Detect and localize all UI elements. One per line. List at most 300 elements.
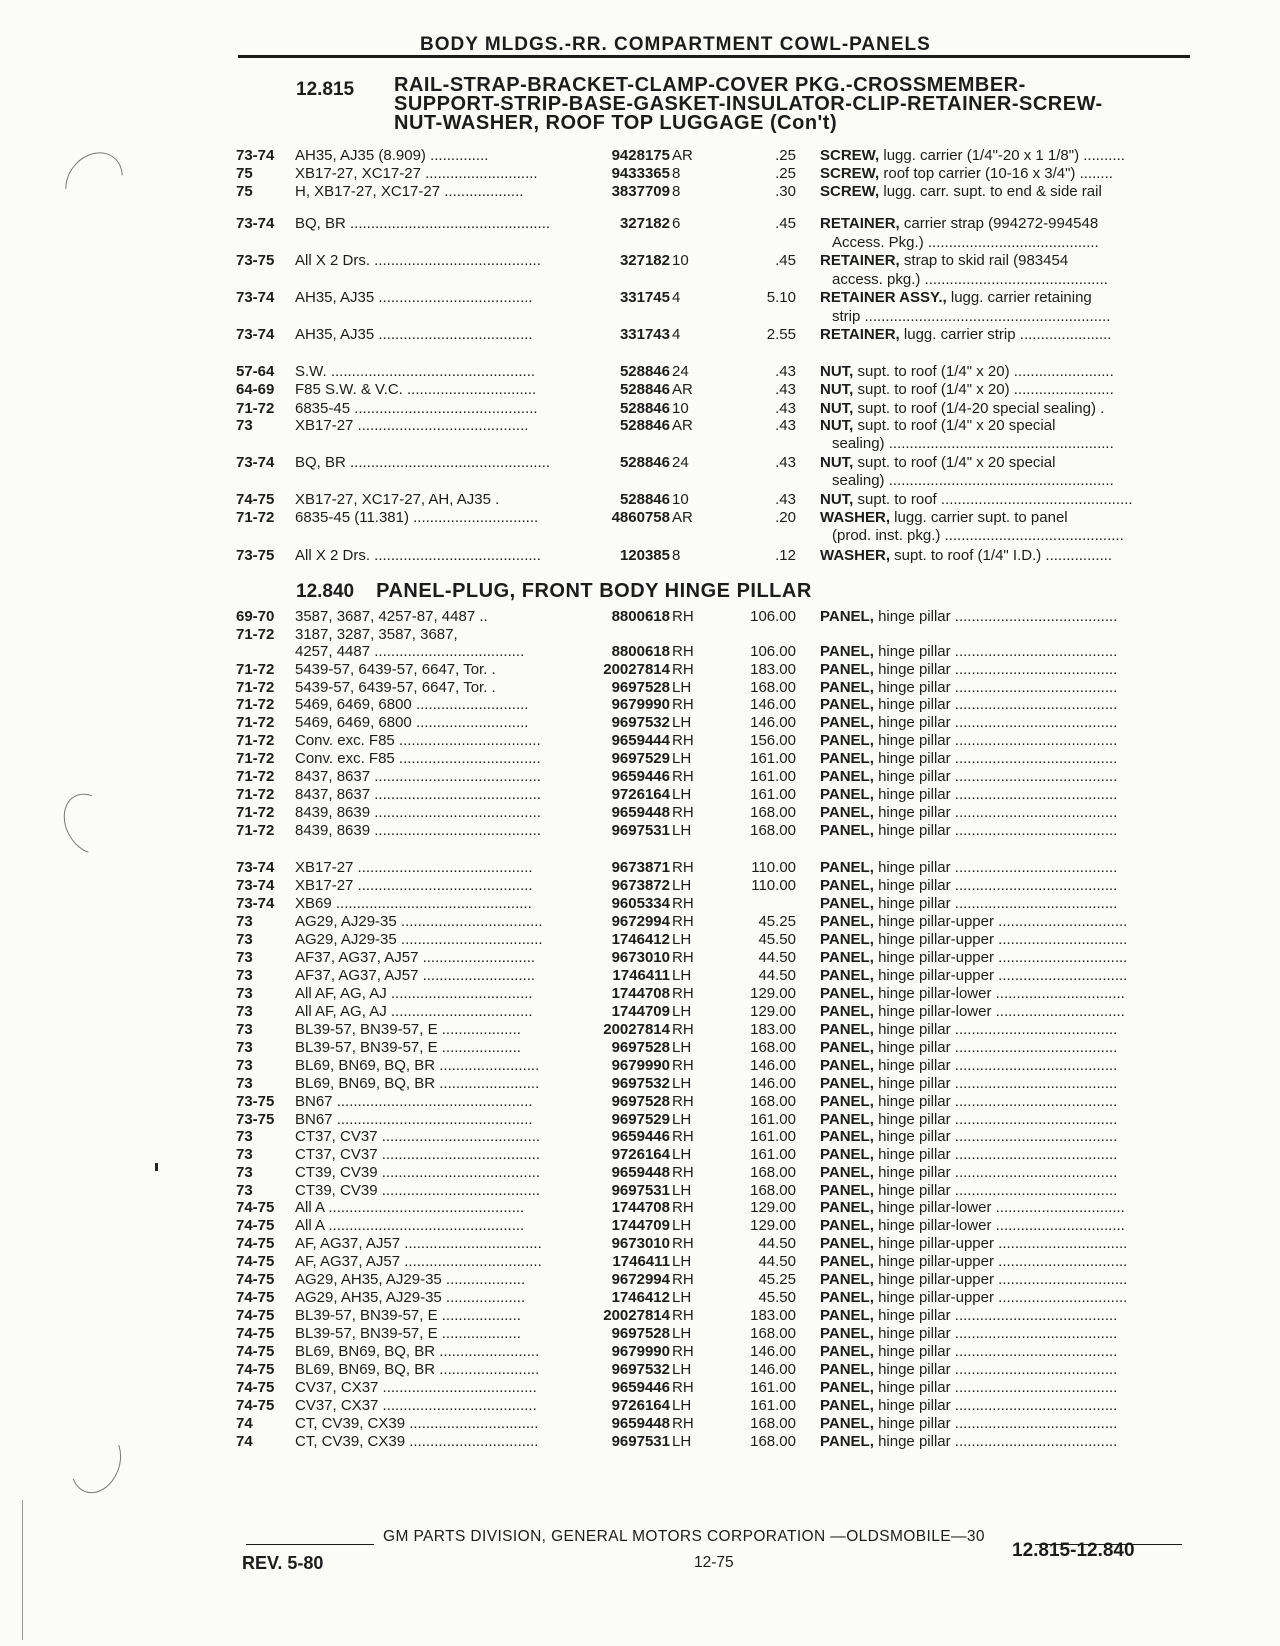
model-cell: AH35, AJ35 ..................................... <box>295 289 533 306</box>
part-name: PANEL, <box>820 1289 874 1306</box>
price-cell: 161.00 <box>750 1379 796 1396</box>
quantity-cell: RH <box>672 804 694 821</box>
part-description: lugg. carrier supt. to panel <box>890 509 1068 526</box>
quantity-cell: LH <box>672 1433 692 1450</box>
price-cell: .43 <box>775 381 796 398</box>
part-number-cell: 9697532 <box>611 1075 670 1092</box>
quantity-cell: AR <box>672 509 693 526</box>
model-cell: BL69, BN69, BQ, BR ........................ <box>295 1343 540 1360</box>
price-cell: 146.00 <box>750 1057 796 1074</box>
model-cell: AF37, AG37, AJ57 ........................... <box>295 967 536 984</box>
part-number-cell: 9605334 <box>611 895 670 912</box>
price-cell: .43 <box>775 454 796 471</box>
year-cell: 73 <box>236 1039 253 1056</box>
price-cell: .43 <box>775 417 796 434</box>
part-description: hinge pillar-upper ............................... <box>873 1289 1128 1306</box>
part-name: RETAINER, <box>820 252 900 269</box>
model-cell: AH35, AJ35 (8.909) .............. <box>295 147 489 164</box>
description-cell <box>820 1378 1182 1397</box>
part-number-cell: 9673872 <box>611 877 670 894</box>
model-cell: All AF, AG, AJ .................................. <box>295 985 533 1002</box>
price-cell: .12 <box>775 547 796 564</box>
price-cell: 161.00 <box>750 1146 796 1163</box>
part-name: PANEL, <box>820 1217 874 1234</box>
price-cell: 183.00 <box>750 1307 796 1324</box>
part-number-cell: 528846 <box>619 381 670 398</box>
year-cell: 73-75 <box>236 1093 275 1110</box>
price-cell: 168.00 <box>750 1039 796 1056</box>
part-number-cell: 1746411 <box>612 1253 670 1270</box>
description-cell <box>820 984 1182 1003</box>
year-cell: 73 <box>236 913 253 930</box>
punch-hole-mark <box>54 141 135 223</box>
part-description: supt. to roof (1/4" x 20) ........................ <box>853 381 1114 398</box>
model-cell: 8439, 8639 ........................................ <box>295 822 541 839</box>
part-number-cell: 9726164 <box>611 1146 670 1163</box>
description-cell <box>820 1020 1182 1039</box>
quantity-cell: 10 <box>672 400 689 417</box>
quantity-cell: RH <box>672 1128 694 1145</box>
quantity-cell: RH <box>672 859 694 876</box>
year-cell: 71-72 <box>236 661 275 678</box>
quantity-cell: 4 <box>672 289 681 306</box>
quantity-cell: RH <box>672 985 694 1002</box>
model-cell: F85 S.W. & V.C. ............................... <box>295 381 537 398</box>
price-cell: 168.00 <box>750 1182 796 1199</box>
model-cell: XB17-27, XC17-27 ........................... <box>295 165 538 182</box>
year-cell: 73-74 <box>236 215 275 232</box>
part-number-cell: 9673010 <box>611 1235 670 1252</box>
model-cell: BL39-57, BN39-57, E ................... <box>295 1021 521 1038</box>
part-name: PANEL, <box>820 1093 874 1110</box>
description-continuation: sealing) ...................................................... <box>832 472 1114 489</box>
price-cell: 5.10 <box>766 289 796 306</box>
part-name: PANEL, <box>820 1146 874 1163</box>
year-cell: 71-72 <box>236 696 275 713</box>
year-cell: 73-75 <box>236 1111 275 1128</box>
part-name: PANEL, <box>820 643 874 660</box>
model-cell: CV37, CX37 ..................................... <box>295 1397 537 1414</box>
part-name: PANEL, <box>820 1325 874 1342</box>
price-cell: 44.50 <box>758 1235 796 1252</box>
part-name: PANEL, <box>820 967 874 984</box>
part-description: hinge pillar ....................................... <box>873 1325 1118 1342</box>
part-description: hinge pillar-lower ............................... <box>873 985 1125 1002</box>
model-cell: 5469, 6469, 6800 ........................... <box>295 696 529 713</box>
description-continuation: Access. Pkg.) ......................................... <box>832 234 1099 251</box>
description-cell <box>820 660 1182 679</box>
part-name: PANEL, <box>820 895 874 912</box>
year-cell: 73 <box>236 967 253 984</box>
part-name: PANEL, <box>820 732 874 749</box>
year-cell: 73 <box>236 1182 253 1199</box>
model-cell: 8437, 8637 ........................................ <box>295 768 541 785</box>
part-number-cell: 9697528 <box>611 679 670 696</box>
part-number-cell: 9679990 <box>611 1343 670 1360</box>
part-number-cell: 9697528 <box>611 1093 670 1110</box>
section-title: PANEL-PLUG, FRONT BODY HINGE PILLAR <box>376 580 812 602</box>
year-cell: 73-75 <box>236 547 275 564</box>
year-cell: 74-75 <box>236 1217 275 1234</box>
description-continuation: access. pkg.) ............................................ <box>832 271 1108 288</box>
part-name: NUT, <box>820 491 854 508</box>
year-cell: 74-75 <box>236 1361 275 1378</box>
part-description: hinge pillar ....................................... <box>873 1361 1118 1378</box>
part-name: PANEL, <box>820 1075 874 1092</box>
price-cell: .30 <box>775 183 796 200</box>
year-cell: 73 <box>236 1003 253 1020</box>
part-name: NUT, <box>820 381 854 398</box>
part-number-cell: 528846 <box>619 491 670 508</box>
part-description: hinge pillar ....................................... <box>873 750 1118 767</box>
description-cell <box>820 182 1182 201</box>
header-rule <box>238 55 1190 58</box>
quantity-cell: RH <box>672 732 694 749</box>
part-number-cell: 9659446 <box>611 1128 670 1145</box>
year-cell: 71-72 <box>236 750 275 767</box>
year-cell: 73 <box>236 1057 253 1074</box>
model-cell: 8439, 8639 ........................................ <box>295 804 541 821</box>
model-cell: H, XB17-27, XC17-27 ................... <box>295 183 524 200</box>
price-cell: 44.50 <box>758 967 796 984</box>
part-number-cell: 9659446 <box>611 768 670 785</box>
part-number-cell: 9697528 <box>611 1325 670 1342</box>
year-cell: 73-74 <box>236 289 275 306</box>
part-name: PANEL, <box>820 1271 874 1288</box>
description-cell <box>820 362 1182 381</box>
part-number-cell: 9672994 <box>611 913 670 930</box>
part-name: PANEL, <box>820 859 874 876</box>
model-cell: XB17-27 .......................................... <box>295 859 533 876</box>
part-number-cell: 9697531 <box>611 1182 670 1199</box>
part-number-cell: 9659448 <box>611 1164 670 1181</box>
year-cell: 75 <box>236 183 253 200</box>
part-description: hinge pillar-upper ............................... <box>873 1253 1128 1270</box>
part-number-cell: 327182 <box>619 252 670 269</box>
part-number-cell: 9697531 <box>611 1433 670 1450</box>
part-name: PANEL, <box>820 985 874 1002</box>
part-description: hinge pillar ....................................... <box>873 1379 1118 1396</box>
part-number-cell: 9428175 <box>611 147 670 164</box>
description-cell <box>820 1324 1182 1343</box>
quantity-cell: RH <box>672 949 694 966</box>
year-cell: 64-69 <box>236 381 275 398</box>
quantity-cell: RH <box>672 1199 694 1216</box>
price-cell: 168.00 <box>750 1164 796 1181</box>
year-cell: 74-75 <box>236 1289 275 1306</box>
quantity-cell: LH <box>672 1146 692 1163</box>
description-cell <box>820 966 1182 985</box>
description-cell <box>820 1198 1182 1217</box>
price-cell: .43 <box>775 363 796 380</box>
price-cell: .43 <box>775 491 796 508</box>
part-name: PANEL, <box>820 1057 874 1074</box>
punch-hole-mark <box>63 1424 130 1501</box>
year-cell: 74-75 <box>236 1325 275 1342</box>
part-name: PANEL, <box>820 1021 874 1038</box>
quantity-cell: 8 <box>672 547 681 564</box>
price-cell: 168.00 <box>750 1433 796 1450</box>
section-heading-12840 <box>296 580 812 603</box>
part-number-cell: 528846 <box>619 417 670 434</box>
description-cell <box>820 1002 1182 1021</box>
part-description: hinge pillar ....................................... <box>873 1111 1118 1128</box>
price-cell: 168.00 <box>750 1093 796 1110</box>
quantity-cell: 10 <box>672 252 689 269</box>
price-cell: 161.00 <box>750 768 796 785</box>
footer-publisher: GM PARTS DIVISION, GENERAL MOTORS CORPORATION —OLDSMOBILE—30 <box>383 1528 985 1545</box>
price-cell: 44.50 <box>758 949 796 966</box>
part-number-cell: 8800618 <box>611 643 670 660</box>
footer-rule <box>246 1544 374 1545</box>
model-cell: All A ............................................... <box>295 1217 525 1234</box>
part-number-cell: 9726164 <box>611 786 670 803</box>
part-number-cell: 3837709 <box>611 183 670 200</box>
description-cell <box>820 1342 1182 1361</box>
price-cell: 146.00 <box>750 1075 796 1092</box>
part-name: NUT, <box>820 417 854 434</box>
description-cell <box>820 325 1182 344</box>
part-name: PANEL, <box>820 1003 874 1020</box>
part-name: NUT, <box>820 363 854 380</box>
part-description: hinge pillar ....................................... <box>873 1415 1118 1432</box>
part-name: PANEL, <box>820 949 874 966</box>
year-cell: 69-70 <box>236 608 275 625</box>
year-cell: 73 <box>236 1075 253 1092</box>
part-description: supt. to roof (1/4" x 20 special <box>853 454 1056 471</box>
model-cell: CV37, CX37 ..................................... <box>295 1379 537 1396</box>
quantity-cell: RH <box>672 1379 694 1396</box>
price-cell: 106.00 <box>750 643 796 660</box>
year-cell: 73-74 <box>236 454 275 471</box>
quantity-cell: RH <box>672 1164 694 1181</box>
year-cell: 71-72 <box>236 786 275 803</box>
price-cell: 156.00 <box>750 732 796 749</box>
quantity-cell: 4 <box>672 326 681 343</box>
part-name: PANEL, <box>820 1039 874 1056</box>
running-head: BODY MLDGS.-RR. COMPARTMENT COWL-PANELS <box>420 34 931 55</box>
scan-mark <box>155 1163 158 1171</box>
description-cell <box>820 146 1182 165</box>
part-name: SCREW, <box>820 183 880 200</box>
model-cell: BL39-57, BN39-57, E ................... <box>295 1039 521 1056</box>
part-number-cell: 9659444 <box>611 732 670 749</box>
year-cell: 73-74 <box>236 859 275 876</box>
description-cell <box>820 508 1182 527</box>
part-number-cell: 1744708 <box>611 985 670 1002</box>
quantity-cell: LH <box>672 967 692 984</box>
part-name: RETAINER, <box>820 215 900 232</box>
price-cell: 45.25 <box>758 913 796 930</box>
year-cell: 71-72 <box>236 400 275 417</box>
part-description: hinge pillar-upper ............................... <box>873 967 1128 984</box>
part-number-cell: 20027814 <box>603 1307 670 1324</box>
part-number-cell: 1744709 <box>611 1003 670 1020</box>
model-cell: 3187, 3287, 3587, 3687, <box>295 626 458 643</box>
part-number-cell: 9697531 <box>611 822 670 839</box>
price-cell: 161.00 <box>750 750 796 767</box>
part-description: lugg. carrier (1/4"-20 x 1 1/8") .......... <box>879 147 1125 164</box>
part-number-cell: 1746411 <box>612 967 670 984</box>
part-number-cell: 327182 <box>619 215 670 232</box>
part-name: PANEL, <box>820 913 874 930</box>
part-description: hinge pillar ....................................... <box>873 732 1118 749</box>
part-name: PANEL, <box>820 786 874 803</box>
part-number-cell: 1746412 <box>611 931 670 948</box>
quantity-cell: LH <box>672 1075 692 1092</box>
part-description: hinge pillar ....................................... <box>873 1307 1118 1324</box>
quantity-cell: LH <box>672 1289 692 1306</box>
model-cell: BQ, BR ................................................ <box>295 454 551 471</box>
description-cell <box>820 1056 1182 1075</box>
part-number-cell: 528846 <box>619 363 670 380</box>
price-cell: 168.00 <box>750 1325 796 1342</box>
description-cell <box>820 821 1182 840</box>
part-name: PANEL, <box>820 1379 874 1396</box>
price-cell: 129.00 <box>750 1003 796 1020</box>
part-number-cell: 9697529 <box>611 750 670 767</box>
part-description: hinge pillar ....................................... <box>873 1146 1118 1163</box>
model-cell: AF37, AG37, AJ57 ........................... <box>295 949 536 966</box>
quantity-cell: LH <box>672 1397 692 1414</box>
part-number-cell: 9672994 <box>611 1271 670 1288</box>
part-name: PANEL, <box>820 750 874 767</box>
quantity-cell: 6 <box>672 215 681 232</box>
model-cell: All A ............................................... <box>295 1199 525 1216</box>
part-description: hinge pillar-upper ............................... <box>873 931 1128 948</box>
description-cell <box>820 749 1182 768</box>
model-cell: AG29, AH35, AJ29-35 ................... <box>295 1271 526 1288</box>
quantity-cell: RH <box>672 1415 694 1432</box>
model-cell: XB17-27 ......................................... <box>295 417 529 434</box>
model-cell: BN67 ............................................... <box>295 1111 533 1128</box>
price-cell: 129.00 <box>750 1199 796 1216</box>
part-description: carrier strap (994272-994548 <box>899 215 1099 232</box>
model-cell: Conv. exc. F85 .................................. <box>295 750 541 767</box>
part-name: PANEL, <box>820 1361 874 1378</box>
part-description: hinge pillar ....................................... <box>873 661 1118 678</box>
year-cell: 73-75 <box>236 252 275 269</box>
description-continuation: sealing) ...................................................... <box>832 435 1114 452</box>
description-cell <box>820 731 1182 750</box>
quantity-cell: LH <box>672 1039 692 1056</box>
quantity-cell: 10 <box>672 491 689 508</box>
year-cell: 74-75 <box>236 1199 275 1216</box>
part-description: strap to skid rail (983454 <box>899 252 1069 269</box>
part-name: PANEL, <box>820 1253 874 1270</box>
model-cell: BL69, BN69, BQ, BR ........................ <box>295 1075 540 1092</box>
part-number-cell: 9697532 <box>611 1361 670 1378</box>
price-cell: 110.00 <box>751 877 796 894</box>
part-name: PANEL, <box>820 931 874 948</box>
description-cell <box>820 948 1182 967</box>
part-description: hinge pillar ....................................... <box>873 679 1118 696</box>
price-cell: 161.00 <box>750 1397 796 1414</box>
part-number-cell: 528846 <box>619 454 670 471</box>
model-cell: AG29, AJ29-35 .................................. <box>295 913 543 930</box>
description-cell <box>820 1306 1182 1325</box>
price-cell: 161.00 <box>750 1111 796 1128</box>
model-cell: All AF, AG, AJ .................................. <box>295 1003 533 1020</box>
part-description: hinge pillar ....................................... <box>873 877 1118 894</box>
part-name: PANEL, <box>820 1164 874 1181</box>
model-cell: S.W. ................................................. <box>295 363 536 380</box>
year-cell: 73 <box>236 1128 253 1145</box>
part-number-cell: 9697532 <box>611 714 670 731</box>
part-number-cell: 4860758 <box>611 509 670 526</box>
description-cell <box>820 1234 1182 1253</box>
part-description: lugg. carrier strip ...................... <box>899 326 1112 343</box>
year-cell: 74-75 <box>236 1379 275 1396</box>
model-cell: BL69, BN69, BQ, BR ........................ <box>295 1057 540 1074</box>
model-cell: XB69 ............................................... <box>295 895 532 912</box>
part-description: hinge pillar ....................................... <box>873 1182 1118 1199</box>
part-number-cell: 1746412 <box>611 1289 670 1306</box>
description-cell <box>820 251 1182 270</box>
model-cell: 5439-57, 6439-57, 6647, Tor. . <box>295 661 496 678</box>
model-cell: AG29, AJ29-35 .................................. <box>295 931 543 948</box>
quantity-cell: RH <box>672 1057 694 1074</box>
part-description: hinge pillar-upper ............................... <box>873 913 1128 930</box>
description-cell <box>820 912 1182 931</box>
part-name: PANEL, <box>820 877 874 894</box>
price-cell: .45 <box>775 252 796 269</box>
part-description: hinge pillar ....................................... <box>873 1343 1118 1360</box>
quantity-cell: RH <box>672 1093 694 1110</box>
part-name: PANEL, <box>820 1182 874 1199</box>
part-description: hinge pillar ....................................... <box>873 1164 1118 1181</box>
quantity-cell: RH <box>672 1343 694 1360</box>
description-cell <box>820 642 1182 661</box>
part-description: hinge pillar ....................................... <box>873 608 1118 625</box>
part-number-cell: 20027814 <box>603 661 670 678</box>
model-cell: AF, AG37, AJ57 ................................. <box>295 1253 542 1270</box>
quantity-cell: RH <box>672 643 694 660</box>
description-cell <box>820 803 1182 822</box>
part-description: lugg. carrier retaining <box>946 289 1092 306</box>
part-name: PANEL, <box>820 679 874 696</box>
part-description: hinge pillar ....................................... <box>873 786 1118 803</box>
part-name: PANEL, <box>820 1433 874 1450</box>
model-cell: AH35, AJ35 ..................................... <box>295 326 533 343</box>
quantity-cell: LH <box>672 714 692 731</box>
quantity-cell: RH <box>672 661 694 678</box>
part-description: hinge pillar-lower ............................... <box>873 1217 1125 1234</box>
description-cell <box>820 713 1182 732</box>
year-cell: 71-72 <box>236 626 275 643</box>
quantity-cell: AR <box>672 417 693 434</box>
part-description: hinge pillar ....................................... <box>873 1397 1118 1414</box>
price-cell: 45.50 <box>758 931 796 948</box>
model-cell: AF, AG37, AJ57 ................................. <box>295 1235 542 1252</box>
price-cell: 168.00 <box>750 679 796 696</box>
model-cell: BL69, BN69, BQ, BR ........................ <box>295 1361 540 1378</box>
part-description: supt. to roof (1/4" I.D.) ................ <box>890 547 1113 564</box>
year-cell: 74-75 <box>236 1253 275 1270</box>
part-number-cell: 120385 <box>619 547 670 564</box>
model-cell: 5439-57, 6439-57, 6647, Tor. . <box>295 679 496 696</box>
model-cell: AG29, AH35, AJ29-35 ................... <box>295 1289 526 1306</box>
quantity-cell: LH <box>672 931 692 948</box>
part-name: PANEL, <box>820 1397 874 1414</box>
quantity-cell: AR <box>672 147 693 164</box>
part-description: roof top carrier (10-16 x 3/4") ........ <box>879 165 1113 182</box>
part-description: hinge pillar ....................................... <box>873 1057 1118 1074</box>
description-cell <box>820 1396 1182 1415</box>
model-cell: 8437, 8637 ........................................ <box>295 786 541 803</box>
price-cell: .25 <box>775 165 796 182</box>
part-description: hinge pillar-upper ............................... <box>873 1235 1128 1252</box>
